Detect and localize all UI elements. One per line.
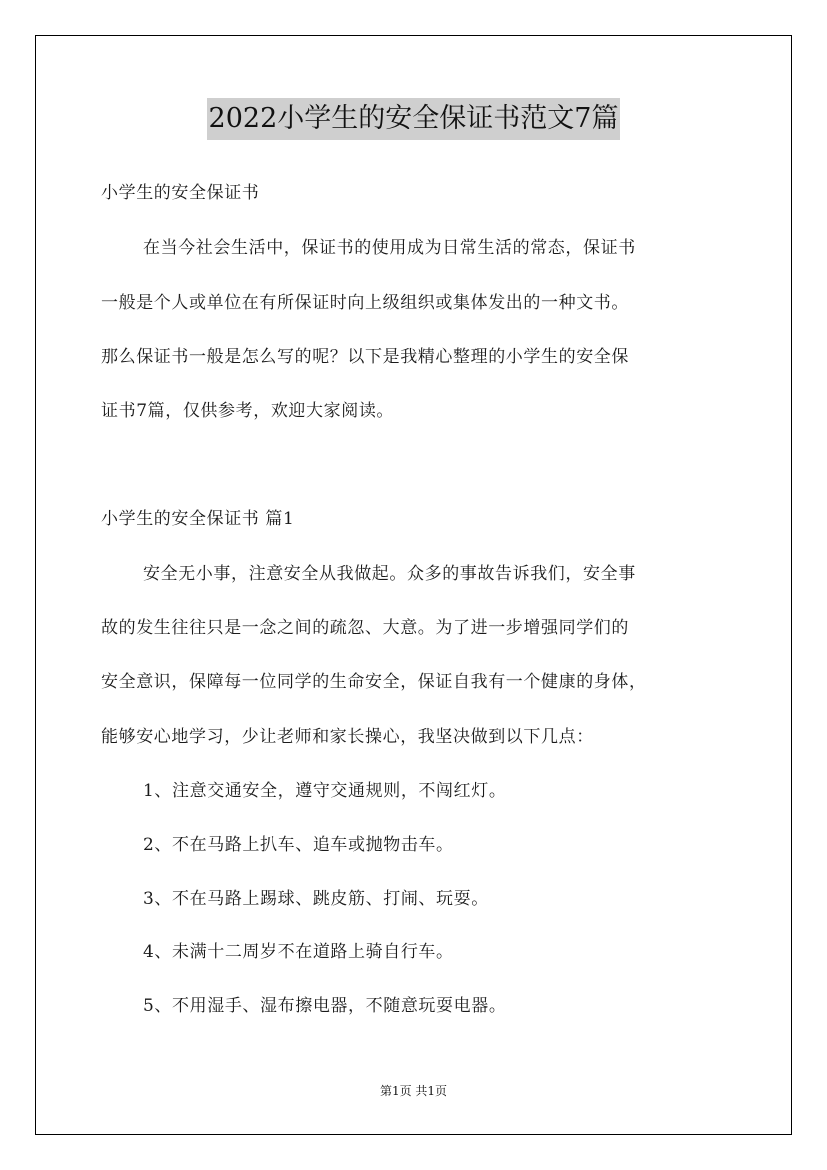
intro-heading: 小学生的安全保证书	[101, 183, 260, 203]
intro-paragraph-line: 证书7篇，仅供参考，欢迎大家阅读。	[101, 401, 395, 421]
intro-paragraph-line: 那么保证书一般是怎么写的呢？以下是我精心整理的小学生的安全保	[101, 347, 629, 367]
section-paragraph-line: 故的发生往往只是一念之间的疏忽、大意。为了进一步增强同学们的	[101, 618, 629, 638]
page-footer: 第1页 共1页	[379, 1084, 448, 1098]
intro-paragraph-line: 在当今社会生活中，保证书的使用成为日常生活的常态，保证书	[143, 238, 636, 258]
section-paragraph-line: 安全无小事，注意安全从我做起。众多的事故告诉我们，安全事	[143, 564, 636, 584]
rule-item: 5、不用湿手、湿布擦电器，不随意玩耍电器。	[143, 996, 507, 1016]
section-paragraph-line: 能够安心地学习，少让老师和家长操心，我坚决做到以下几点：	[101, 727, 594, 747]
rule-item: 4、未满十二周岁不在道路上骑自行车。	[143, 942, 454, 962]
section-paragraph-line: 安全意识，保障每一位同学的生命安全，保证自我有一个健康的身体，	[101, 672, 647, 692]
intro-paragraph-line: 一般是个人或单位在有所保证时向上级组织或集体发出的一种文书。	[101, 293, 629, 313]
rule-item: 1、注意交通安全，遵守交通规则，不闯红灯。	[143, 781, 507, 801]
rule-item: 2、不在马路上扒车、追车或抛物击车。	[143, 835, 454, 855]
rule-item: 3、不在马路上踢球、跳皮筋、打闹、玩耍。	[143, 889, 489, 909]
title-container	[0, 98, 827, 140]
section-heading: 小学生的安全保证书 篇1	[101, 509, 295, 529]
document-title: 2022小学生的安全保证书范文7篇	[207, 98, 621, 140]
